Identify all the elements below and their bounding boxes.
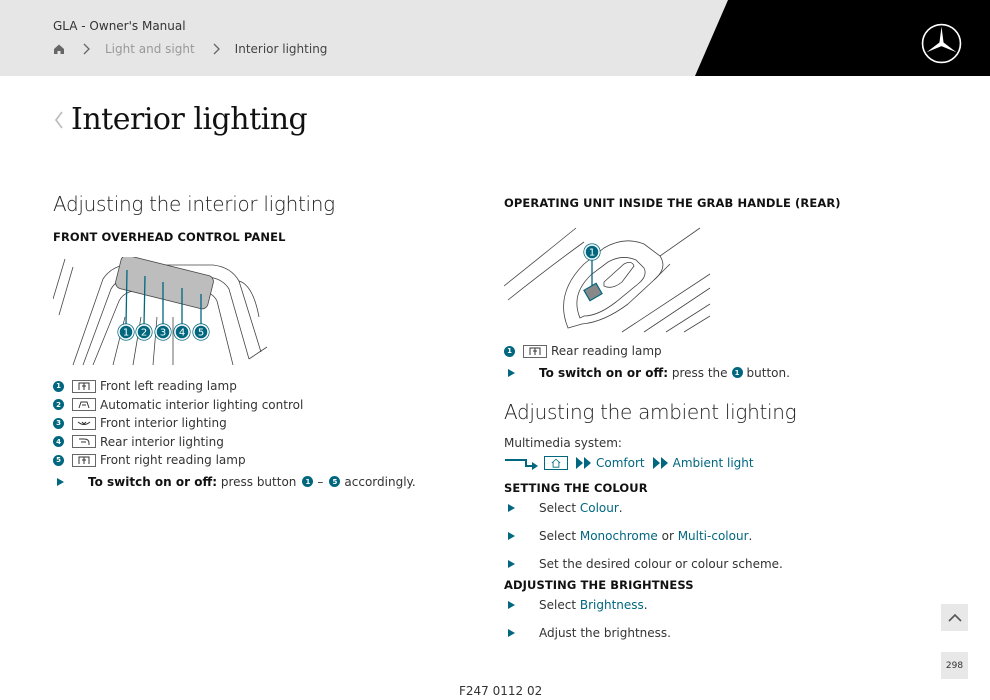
- step-text-end: .: [618, 501, 623, 515]
- subsection-heading: FRONT OVERHEAD CONTROL PANEL: [53, 230, 286, 244]
- step-text: Select: [539, 501, 580, 515]
- legend-label: Front interior lighting: [100, 416, 227, 431]
- breadcrumb-link-light-and-sight[interactable]: Light and sight: [105, 42, 195, 56]
- callout-number: 1: [732, 367, 743, 378]
- step-text: Select: [539, 598, 580, 612]
- grab-handle-section: [504, 192, 924, 642]
- multimedia-label: Multimedia system:: [504, 435, 622, 450]
- instruction-step: [53, 475, 453, 489]
- instruction-step: [504, 500, 924, 517]
- menu-path-ambient-light[interactable]: Ambient light: [672, 455, 754, 470]
- callout-label: 4: [178, 327, 186, 339]
- interior-lighting-section: [53, 192, 453, 489]
- step-arrow-icon: [508, 601, 515, 609]
- link-colour[interactable]: Colour: [579, 501, 619, 515]
- step-arrow-icon: [508, 532, 515, 540]
- chevron-up-icon: [948, 613, 962, 622]
- figure-code: F247 0112 02: [459, 684, 543, 698]
- overhead-control-panel-illustration: [53, 257, 268, 369]
- reading-lamp-icon: [72, 454, 96, 467]
- callout-number: 3: [53, 418, 64, 429]
- page-number: 298: [945, 660, 964, 671]
- double-chevron-icon: [653, 457, 669, 469]
- legend-label: Automatic interior lighting control: [100, 397, 304, 412]
- page-title: Interior lighting: [71, 102, 308, 137]
- scroll-to-top-button[interactable]: [941, 604, 968, 631]
- legend-item: [53, 396, 453, 415]
- step-text: Select: [539, 529, 580, 543]
- legend-item: [53, 433, 453, 452]
- callout-number: 1: [504, 346, 515, 357]
- breadcrumb: [53, 42, 327, 56]
- legend-label: Front left reading lamp: [100, 379, 237, 394]
- home-menu-icon[interactable]: [544, 456, 568, 470]
- page-title-row: [53, 102, 307, 137]
- step-arrow-icon: [508, 369, 515, 377]
- instruction-step: [504, 366, 924, 380]
- callout-number: 4: [53, 436, 64, 447]
- legend-label: Rear interior lighting: [100, 434, 224, 449]
- chevron-left-icon[interactable]: [53, 110, 65, 130]
- auto-lighting-icon: [72, 398, 96, 411]
- rear-interior-light-icon: [72, 435, 96, 448]
- grab-handle-illustration: [504, 224, 714, 336]
- chevron-right-icon: [81, 43, 91, 55]
- menu-path: [504, 456, 924, 470]
- instruction-step: [504, 625, 924, 642]
- section-heading: Adjusting the ambient lighting: [504, 399, 797, 424]
- manual-title: GLA - Owner's Manual: [53, 19, 186, 33]
- step-arrow-icon: [508, 504, 515, 512]
- step-text-end: .: [748, 529, 753, 543]
- callout-label: 3: [159, 327, 167, 339]
- legend-item: [504, 342, 924, 361]
- legend-item: [53, 414, 453, 433]
- reading-lamp-icon: [72, 380, 96, 393]
- step-text: Set the desired colour or colour scheme.: [539, 557, 783, 571]
- callout-number: 5: [329, 476, 340, 487]
- front-interior-light-icon: [72, 417, 96, 430]
- instruction-step: [504, 528, 924, 545]
- callout-label: 5: [197, 327, 205, 339]
- step-arrow-icon: [508, 629, 515, 637]
- callout-number: 2: [53, 399, 64, 410]
- page-number-button[interactable]: [941, 652, 968, 679]
- legend-label: Front right reading lamp: [100, 453, 246, 468]
- reading-lamp-icon: [523, 345, 547, 358]
- callout-number: 5: [53, 455, 64, 466]
- instruction-step: [504, 597, 924, 614]
- step-text-end: accordingly.: [344, 474, 416, 489]
- step-arrow-icon: [508, 560, 515, 568]
- breadcrumb-current: Interior lighting: [234, 42, 328, 56]
- subsection-heading: OPERATING UNIT INSIDE THE GRAB HANDLE (REAR): [504, 196, 841, 210]
- instruction-step: [504, 556, 924, 573]
- step-text-end: button.: [746, 365, 790, 380]
- step-label: To switch on or off:: [539, 365, 668, 380]
- step-text-end: .: [643, 598, 648, 612]
- chevron-right-icon: [211, 43, 221, 55]
- step-text: press the: [671, 365, 728, 380]
- mercedes-star-icon[interactable]: [921, 23, 962, 64]
- legend-item: [53, 451, 453, 470]
- step-text: Adjust the brightness.: [539, 626, 671, 640]
- section-heading: Adjusting the interior lighting: [53, 192, 335, 216]
- legend-item: [53, 377, 453, 396]
- subsection-heading: SETTING THE COLOUR: [504, 480, 648, 495]
- link-monochrome[interactable]: Monochrome: [579, 529, 658, 543]
- callout-label: 1: [588, 247, 596, 259]
- step-label: To switch on or off:: [88, 474, 217, 489]
- path-arrow-icon: [504, 456, 540, 470]
- legend-label: Rear reading lamp: [551, 344, 662, 359]
- link-brightness[interactable]: Brightness: [579, 598, 644, 612]
- subsection-heading: ADJUSTING THE BRIGHTNESS: [504, 577, 694, 592]
- step-text-mid: or: [657, 529, 678, 543]
- menu-path-comfort[interactable]: Comfort: [596, 455, 645, 470]
- callout-label: 2: [140, 327, 148, 339]
- home-icon[interactable]: [53, 43, 65, 55]
- callout-number: 1: [53, 381, 64, 392]
- callout-number: 1: [302, 476, 313, 487]
- step-arrow-icon: [57, 478, 64, 486]
- step-text: press button: [220, 474, 297, 489]
- range-dash: –: [317, 474, 324, 489]
- link-multi-colour[interactable]: Multi-colour: [677, 529, 749, 543]
- callout-label: 1: [122, 327, 130, 339]
- double-chevron-icon: [576, 457, 592, 469]
